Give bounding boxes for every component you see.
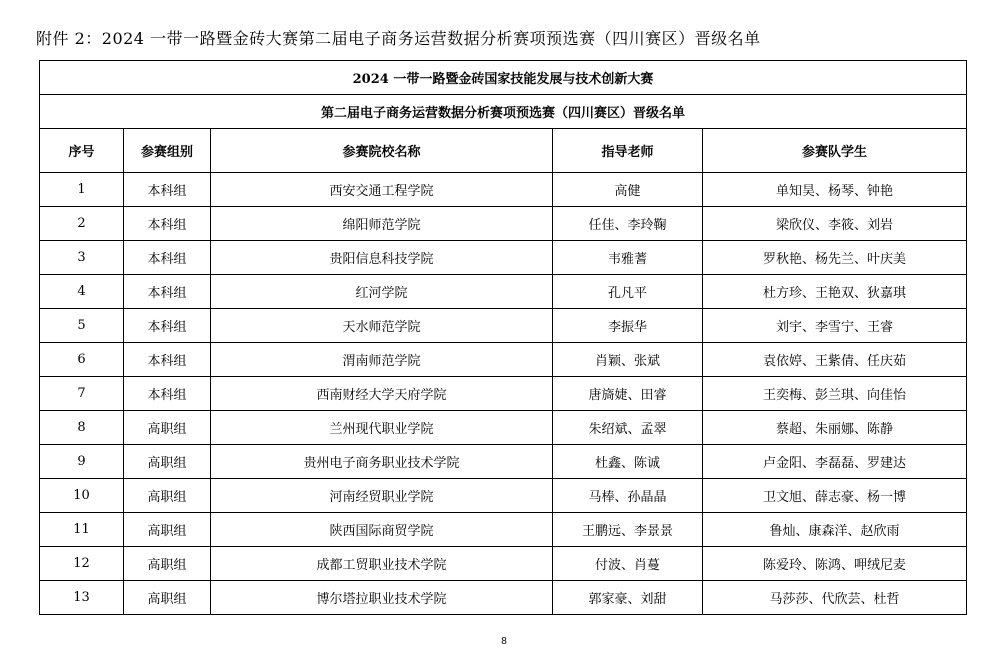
cell-group: 本科组 [124, 343, 211, 377]
cell-school: 绵阳师范学院 [211, 207, 553, 241]
cell-group: 高职组 [124, 513, 211, 547]
cell-students: 王奕梅、彭兰琪、向佳怡 [703, 377, 967, 411]
cell-group: 本科组 [124, 207, 211, 241]
table-title-list: 第二届电子商务运营数据分析赛项预选赛（四川赛区）晋级名单 [40, 95, 967, 129]
document-caption: 附件 2：2024 一带一路暨金砖大赛第二届电子商务运营数据分析赛项预选赛（四川赛区）晋级名单 [36, 29, 761, 48]
cell-school: 西南财经大学天府学院 [211, 377, 553, 411]
cell-students: 陈爱玲、陈鸿、呷绒尼麦 [703, 547, 967, 581]
cell-students: 梁欣仪、李筱、刘岩 [703, 207, 967, 241]
cell-index: 11 [40, 513, 124, 547]
cell-index: 9 [40, 445, 124, 479]
cell-advisor: 孔凡平 [553, 275, 703, 309]
cell-students: 罗秋艳、杨先兰、叶庆美 [703, 241, 967, 275]
cell-advisor: 郭家豪、刘甜 [553, 581, 703, 615]
cell-index: 7 [40, 377, 124, 411]
cell-group: 高职组 [124, 445, 211, 479]
page-number: 8 [501, 636, 507, 647]
cell-index: 12 [40, 547, 124, 581]
cell-advisor: 唐旖婕、田睿 [553, 377, 703, 411]
cell-school: 西安交通工程学院 [211, 173, 553, 207]
cell-school: 天水师范学院 [211, 309, 553, 343]
cell-advisor: 肖颖、张斌 [553, 343, 703, 377]
cell-students: 卫文旭、薛志豪、杨一博 [703, 479, 967, 513]
cell-students: 杜方珍、王艳双、狄嘉琪 [703, 275, 967, 309]
header-group: 参赛组别 [124, 129, 211, 173]
cell-school: 红河学院 [211, 275, 553, 309]
cell-school: 贵阳信息科技学院 [211, 241, 553, 275]
cell-index: 13 [40, 581, 124, 615]
table-row [40, 207, 967, 241]
cell-index: 4 [40, 275, 124, 309]
cell-index: 3 [40, 241, 124, 275]
cell-group: 本科组 [124, 173, 211, 207]
cell-group: 本科组 [124, 275, 211, 309]
cell-index: 10 [40, 479, 124, 513]
header-index: 序号 [40, 129, 124, 173]
cell-advisor: 王鹏远、李景景 [553, 513, 703, 547]
table-row [40, 173, 967, 207]
cell-group: 高职组 [124, 479, 211, 513]
cell-index: 6 [40, 343, 124, 377]
cell-school: 河南经贸职业学院 [211, 479, 553, 513]
cell-school: 博尔塔拉职业技术学院 [211, 581, 553, 615]
cell-students: 袁依婷、王紫倩、任庆茹 [703, 343, 967, 377]
cell-group: 高职组 [124, 411, 211, 445]
cell-group: 本科组 [124, 241, 211, 275]
table-header-row [40, 129, 967, 173]
cell-index: 2 [40, 207, 124, 241]
qualifier-roster-table [39, 60, 967, 615]
header-advisor: 指导老师 [553, 129, 703, 173]
cell-students: 卢金阳、李磊磊、罗建达 [703, 445, 967, 479]
table-row [40, 275, 967, 309]
cell-school: 渭南师范学院 [211, 343, 553, 377]
cell-students: 刘宇、李雪宁、王睿 [703, 309, 967, 343]
cell-group: 高职组 [124, 581, 211, 615]
cell-advisor: 李振华 [553, 309, 703, 343]
table-row [40, 479, 967, 513]
cell-index: 8 [40, 411, 124, 445]
table-title-competition: 2024 一带一路暨金砖国家技能发展与技术创新大赛 [40, 61, 967, 95]
cell-advisor: 朱绍斌、孟翠 [553, 411, 703, 445]
cell-index: 5 [40, 309, 124, 343]
table-row [40, 445, 967, 479]
table-row [40, 547, 967, 581]
cell-school: 贵州电子商务职业技术学院 [211, 445, 553, 479]
table-row [40, 241, 967, 275]
cell-advisor: 韦雅蓍 [553, 241, 703, 275]
cell-advisor: 付波、肖蔓 [553, 547, 703, 581]
cell-advisor: 马棒、孙晶晶 [553, 479, 703, 513]
table-row [40, 513, 967, 547]
cell-advisor: 杜鑫、陈诚 [553, 445, 703, 479]
table-row [40, 411, 967, 445]
cell-students: 马莎莎、代欣芸、杜哲 [703, 581, 967, 615]
cell-school: 兰州现代职业学院 [211, 411, 553, 445]
cell-group: 本科组 [124, 309, 211, 343]
table-title-row-1 [40, 61, 967, 95]
cell-group: 本科组 [124, 377, 211, 411]
cell-students: 鲁灿、康森洋、赵欣雨 [703, 513, 967, 547]
cell-students: 蔡超、朱丽娜、陈静 [703, 411, 967, 445]
cell-index: 1 [40, 173, 124, 207]
cell-students: 单知昊、杨琴、钟艳 [703, 173, 967, 207]
cell-school: 陕西国际商贸学院 [211, 513, 553, 547]
cell-advisor: 高健 [553, 173, 703, 207]
cell-group: 高职组 [124, 547, 211, 581]
cell-school: 成都工贸职业技术学院 [211, 547, 553, 581]
header-school: 参赛院校名称 [211, 129, 553, 173]
table-row [40, 309, 967, 343]
header-students: 参赛队学生 [703, 129, 967, 173]
table-row [40, 377, 967, 411]
cell-advisor: 任佳、李玲鞠 [553, 207, 703, 241]
table-title-row-2 [40, 95, 967, 129]
table-row [40, 581, 967, 615]
table-row [40, 343, 967, 377]
